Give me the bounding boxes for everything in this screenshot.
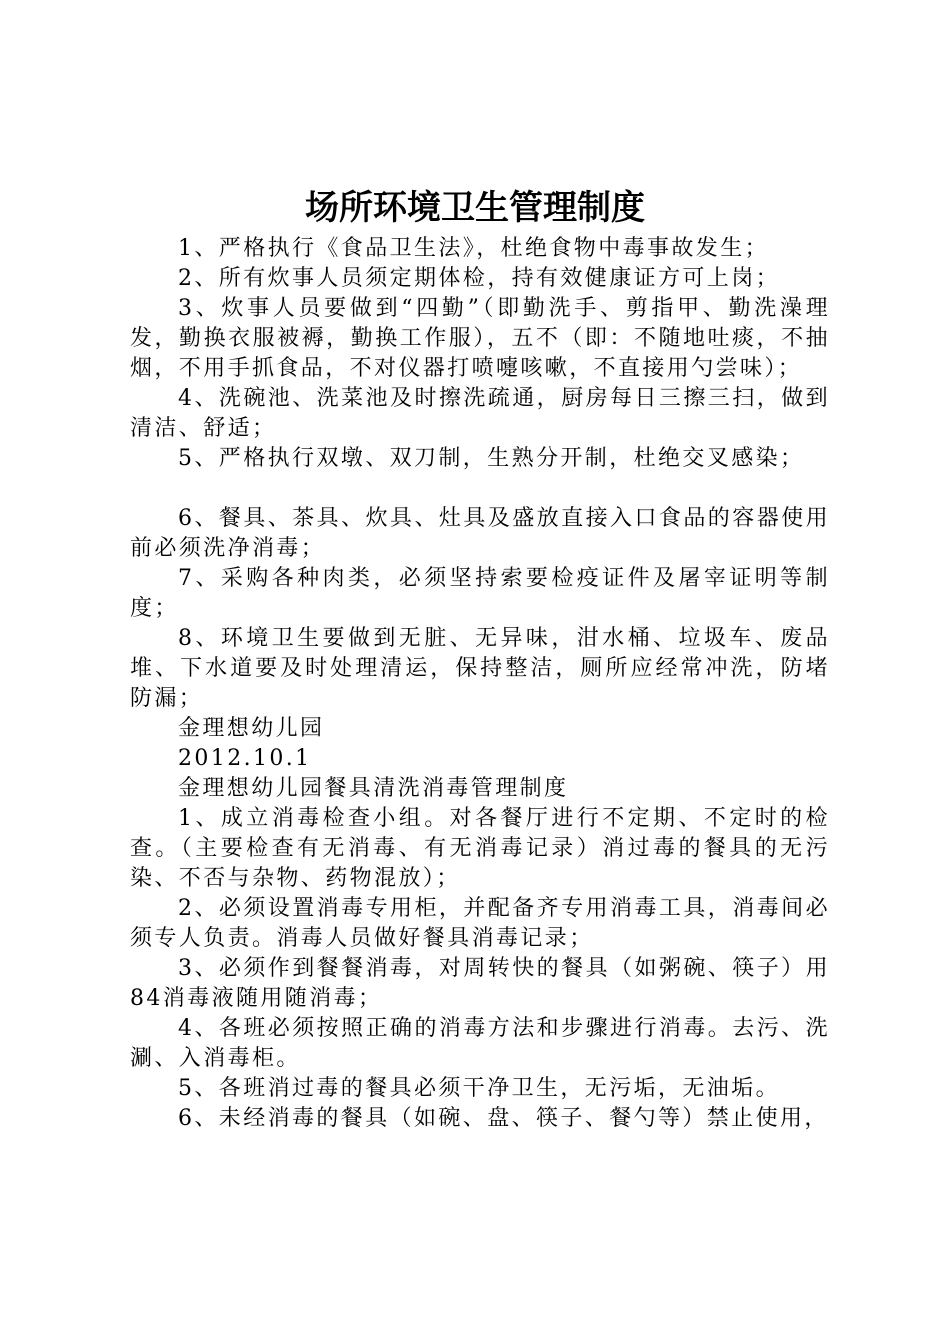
disinfection-rule-6: 6、未经消毒的餐具（如碗、盘、筷子、餐勺等）禁止使用， <box>178 1106 829 1131</box>
rule-8: 8、环境卫生要做到无脏、无异味，泔水桶、垃圾车、废品堆、下水道要及时处理清运，保持整洁，厕所应经常冲洗，防堵防漏； <box>130 626 830 711</box>
disinfection-rule-3: 3、必须作到餐餐消毒，对周转快的餐具（如粥碗、筷子）用84消毒液随用随消毒； <box>130 956 830 1011</box>
rule-1: 1、严格执行《食品卫生法》，杜绝食物中毒事故发生； <box>178 236 769 261</box>
rule-3: 3、炊事人员要做到“四勤”（即勤洗手、剪指甲、勤洗澡理发，勤换衣服被褥，勤换工作服），五不（即：不随地吐痰，不抽烟，不用手抓食品，不对仪器打喷嚏咳嗽，不直接用勺尝味）； <box>130 296 830 381</box>
rule-7: 7、采购各种肉类，必须坚持索要检疫证件及屠宰证明等制度； <box>130 566 830 621</box>
disinfection-rule-4: 4、各班必须按照正确的消毒方法和步骤进行消毒。去污、洗涮、入消毒柜。 <box>130 1016 830 1071</box>
rule-6: 6、餐具、茶具、炊具、灶具及盛放直接入口食品的容器使用前必须洗净消毒； <box>130 506 830 561</box>
organization-name: 金理想幼儿园 <box>178 716 325 741</box>
rule-4: 4、洗碗池、洗菜池及时擦洗疏通，厨房每日三擦三扫，做到清洁、舒适； <box>130 386 830 441</box>
document-date: 2012.10.1 <box>178 746 312 771</box>
disinfection-rule-5: 5、各班消过毒的餐具必须干净卫生，无污垢，无油垢。 <box>178 1076 780 1101</box>
document-body <box>130 234 830 1134</box>
disinfection-rule-2: 2、必须设置消毒专用柜，并配备齐专用消毒工具，消毒间必须专人负责。消毒人员做好餐具消毒记录； <box>130 896 830 951</box>
section-heading: 金理想幼儿园餐具清洗消毒管理制度 <box>178 776 569 801</box>
rule-2: 2、所有炊事人员须定期体检，持有效健康证方可上岗； <box>178 266 780 291</box>
disinfection-rule-1: 1、成立消毒检查小组。对各餐厅进行不定期、不定时的检查。（主要检查有无消毒、有无消毒记录）消过毒的餐具的无污染、不否与杂物、药物混放）； <box>130 806 830 891</box>
document-title: 场所环境卫生管理制度 <box>305 188 645 228</box>
rule-5: 5、严格执行双墩、双刀制，生熟分开制，杜绝交叉感染； <box>178 446 805 471</box>
